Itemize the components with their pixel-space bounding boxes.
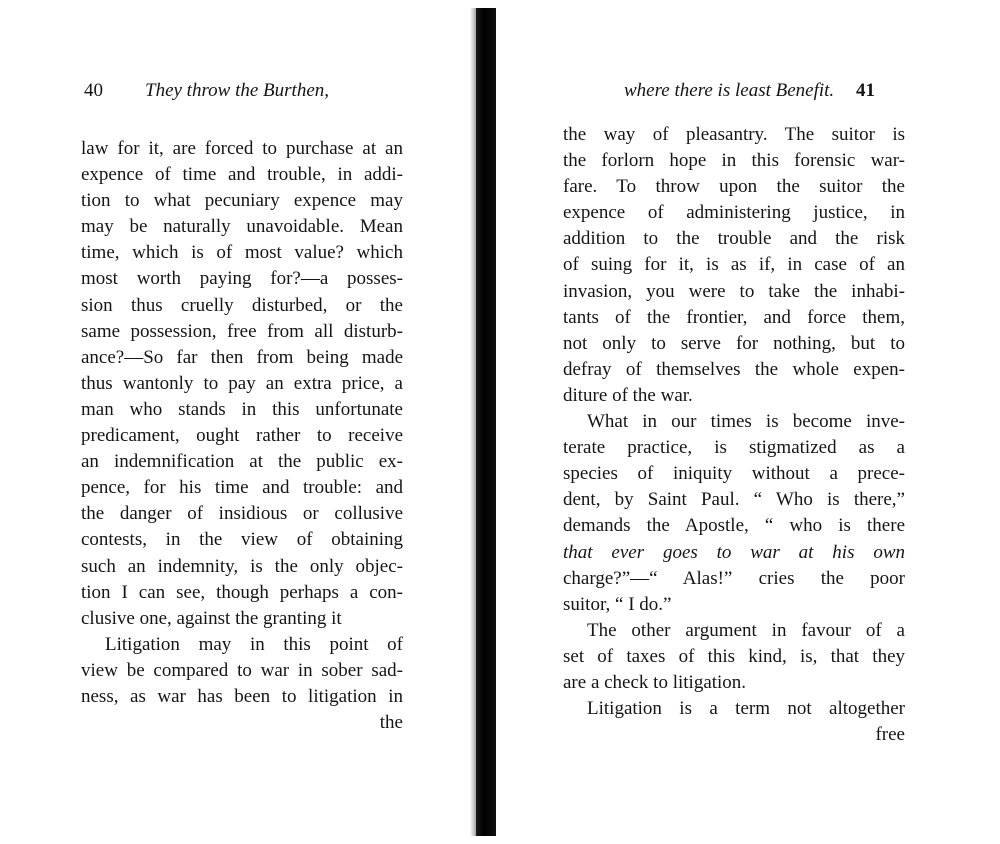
text-line: invasion, you were to take the inhabi- <box>563 280 905 302</box>
text-line: the danger of insidious or collusive <box>81 503 403 525</box>
text-line: the way of pleasantry. The suitor is <box>563 124 905 145</box>
text-line: terate practice, is stigmatized as a <box>563 437 905 459</box>
text-line: pence, for his time and trouble: and <box>81 477 403 499</box>
text-line: an indemnification at the public ex- <box>81 451 403 473</box>
text-line: demands the Apostle, “ who is there <box>563 515 905 537</box>
text-line: the forlorn hope in this forensic war- <box>563 150 905 172</box>
text-line: tion I can see, though perhaps a con- <box>81 581 403 603</box>
text-line: expence of administering justice, in <box>563 202 905 224</box>
text-line: tants of the frontier, and force them, <box>563 306 905 328</box>
catchword-right: free <box>875 724 905 746</box>
text-line: ness, as war has been to litigation in <box>81 685 403 707</box>
right-text-block <box>563 122 905 748</box>
text-line: most worth paying for?—a posses- <box>81 268 403 290</box>
text-line: that ever goes to war at his own <box>563 541 905 563</box>
text-line: charge?”—“ Alas!” cries the poor <box>563 567 905 589</box>
page-number-right: 41 <box>856 80 875 101</box>
text-line: clusive one, against the granting it <box>81 607 342 629</box>
text-line: What in our times is become inve- <box>587 411 905 433</box>
text-line: suitor, “ I do.” <box>563 593 672 615</box>
text-line: set of taxes of this kind, is, that they <box>563 645 905 667</box>
text-line: same possession, free from all disturb- <box>81 320 403 342</box>
text-line: view be compared to war in sober sad- <box>81 659 403 681</box>
text-line: thus wantonly to pay an extra price, a <box>81 372 403 394</box>
text-line: tion to what pecuniary expence may <box>81 190 403 212</box>
text-line: are a check to litigation. <box>563 671 747 693</box>
text-line: Litigation may in this point of <box>105 633 403 655</box>
text-line: addition to the trouble and the risk <box>563 228 905 250</box>
text-line: law for it, are forced to purchase at an <box>81 138 403 159</box>
running-head-right: where there is least Benefit. <box>624 80 835 101</box>
catchword-left: the <box>379 712 403 734</box>
text-line: Litigation is a term not altogether <box>587 698 905 720</box>
text-line: contests, in the view of obtaining <box>81 529 403 551</box>
right-page <box>496 0 1000 844</box>
text-line: such an indemnity, is the only objec- <box>81 555 403 577</box>
text-line: of suing for it, is as if, in case of an <box>563 254 905 276</box>
text-line: species of iniquity without a prece- <box>563 463 905 485</box>
text-line: may be naturally unavoidable. Mean <box>81 216 403 238</box>
text-line: fare. To throw upon the suitor the <box>563 176 905 198</box>
text-line: not only to serve for nothing, but to <box>563 332 905 354</box>
text-line: defray of themselves the whole expen- <box>563 358 905 380</box>
book-gutter <box>476 8 496 836</box>
text-line: The other argument in favour of a <box>587 619 905 641</box>
text-line: predicament, ought rather to receive <box>81 425 403 447</box>
left-text-block <box>81 136 403 736</box>
text-line: expence of time and trouble, in addi- <box>81 164 403 186</box>
text-line: ance?—So far then from being made <box>81 346 403 368</box>
text-line: diture of the war. <box>563 384 693 406</box>
text-line: sion thus cruelly disturbed, or the <box>81 294 403 316</box>
text-line: dent, by Saint Paul. “ Who is there,” <box>563 489 905 511</box>
running-head-left: They throw the Burthen, <box>145 80 329 101</box>
left-page <box>0 0 470 844</box>
text-line: man who stands in this unfortunate <box>81 398 403 420</box>
text-line: time, which is of most value? which <box>81 242 403 264</box>
page-number-left: 40 <box>84 80 103 101</box>
